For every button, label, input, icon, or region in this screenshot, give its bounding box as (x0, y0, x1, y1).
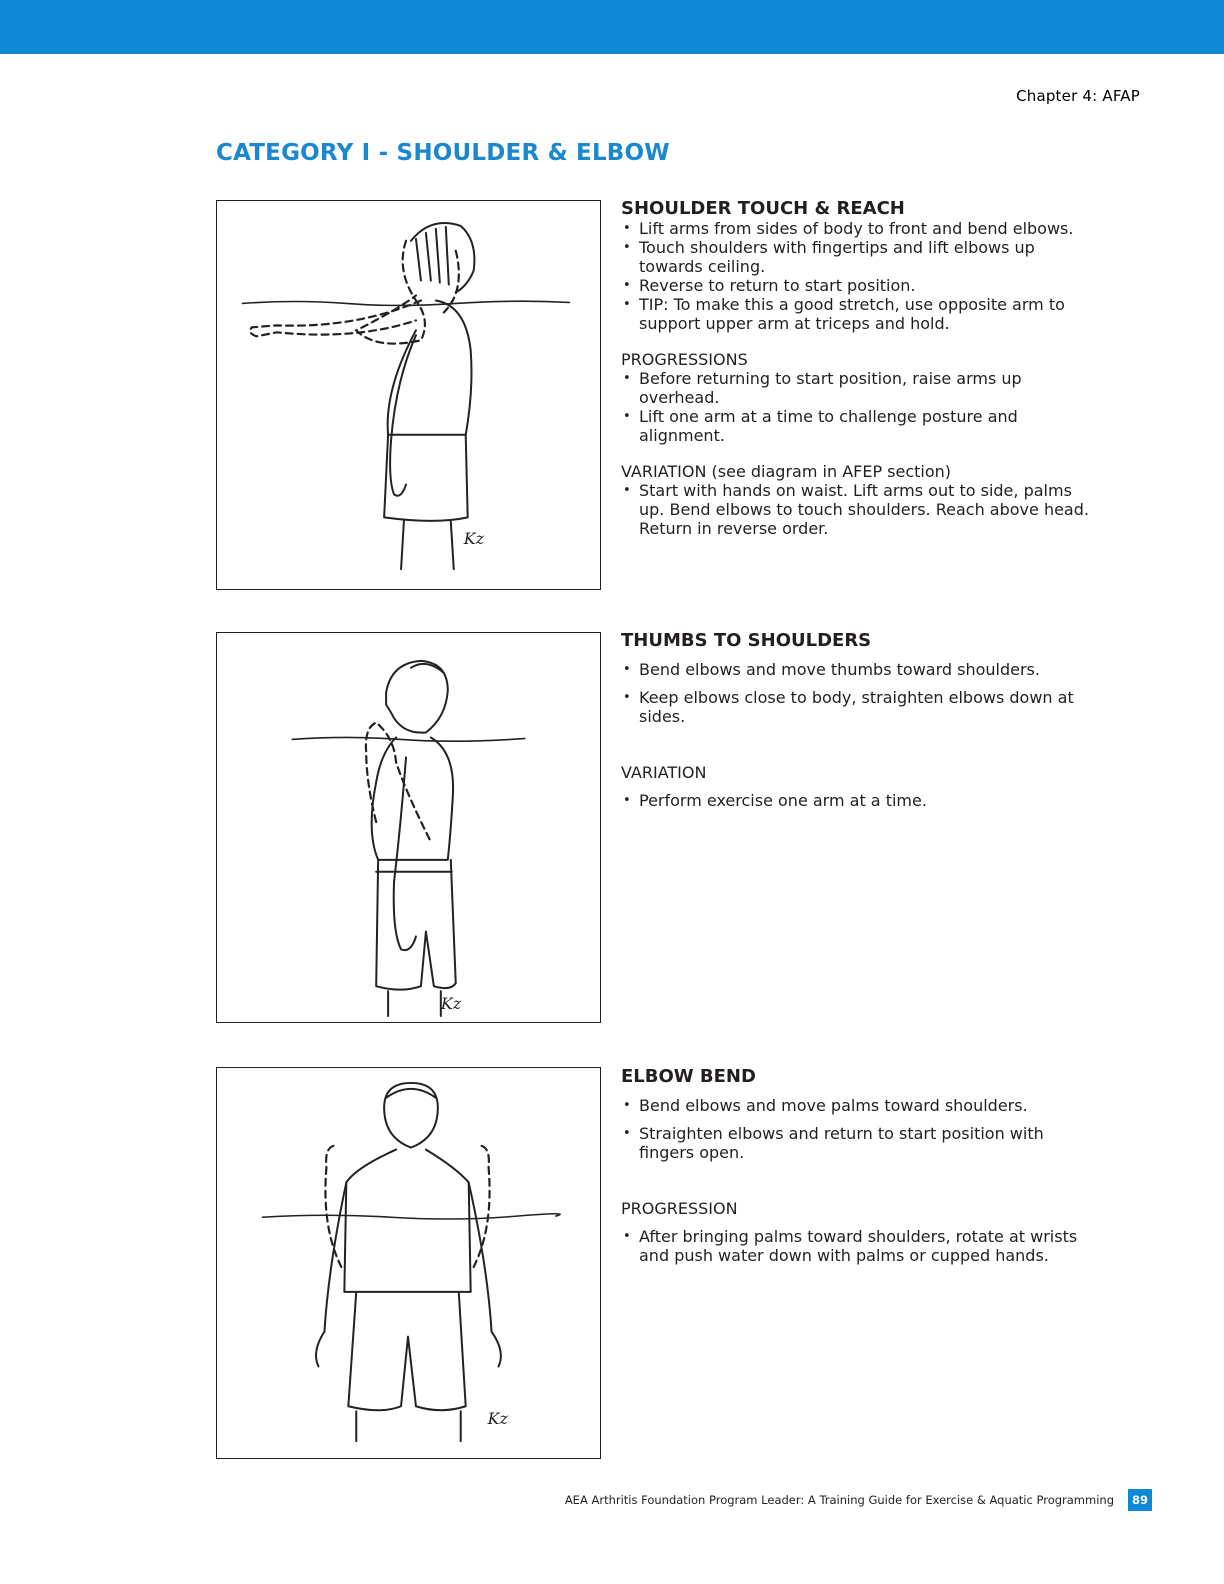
artist-signature: Kz (440, 994, 462, 1014)
chapter-label: Chapter 4: AFAP (1016, 87, 1140, 105)
exercise-title: ELBOW BEND (621, 1066, 756, 1087)
artist-signature: Kz (463, 529, 484, 549)
header-bar (0, 0, 1224, 54)
shoulder-touch-reach-figure (217, 201, 600, 589)
exercise-title: SHOULDER TOUCH & REACH (621, 198, 905, 219)
list-item: • Bend elbows and move palms toward shoulders. (621, 1096, 1101, 1115)
variation-label: VARIATION (see diagram in AFEP section) (621, 462, 952, 481)
thumbs-to-shoulders-illustration (216, 632, 601, 1023)
exercise-thumbs-to-shoulders (621, 630, 1101, 819)
list-item: • Bend elbows and move thumbs toward shoulders. (621, 660, 1101, 679)
list-item: • Lift arms from sides of body to front and bend elbows. (621, 219, 1101, 238)
list-item: • Perform exercise one arm at a time. (621, 791, 1101, 810)
footer-text: AEA Arthritis Foundation Program Leader: A Training Guide for Exercise & Aquatic Programming (564, 1493, 1114, 1507)
list-item: • Lift one arm at a time to challenge posture and alignment. (621, 407, 1101, 445)
exercise-steps (621, 219, 1101, 333)
exercise-steps (621, 660, 1101, 726)
elbow-bend-figure (217, 1068, 600, 1458)
artist-signature: Kz (487, 1409, 508, 1429)
list-item: • Straighten elbows and return to start position with fingers open. (621, 1124, 1101, 1162)
progression-list (621, 1227, 1101, 1265)
exercise-title: THUMBS TO SHOULDERS (621, 630, 872, 651)
exercise-steps (621, 1096, 1101, 1162)
list-item: • TIP: To make this a good stretch, use opposite arm to support upper arm at triceps and hold. (621, 295, 1101, 333)
list-item: • Before returning to start position, raise arms up overhead. (621, 369, 1101, 407)
variation-label: VARIATION (621, 763, 707, 782)
category-title: CATEGORY I - SHOULDER & ELBOW (216, 140, 670, 166)
page-number: 89 (1128, 1489, 1152, 1511)
progression-label: PROGRESSION (621, 1199, 738, 1218)
exercise-elbow-bend (621, 1066, 1101, 1274)
list-item: • Reverse to return to start position. (621, 276, 1101, 295)
list-item: • Start with hands on waist. Lift arms out to side, palms up. Bend elbows to touch shoulders. Reach above head. Return in reverse order. (621, 481, 1101, 538)
progression-list (621, 369, 1101, 445)
shoulder-touch-reach-illustration (216, 200, 601, 590)
list-item: • After bringing palms toward shoulders, rotate at wrists and push water down with palms or cupped hands. (621, 1227, 1101, 1265)
thumbs-to-shoulders-figure (217, 633, 600, 1022)
variation-list (621, 791, 1101, 810)
exercise-shoulder-touch-reach (621, 198, 1101, 538)
list-item: • Keep elbows close to body, straighten elbows down at sides. (621, 688, 1101, 726)
variation-list (621, 481, 1101, 538)
list-item: • Touch shoulders with fingertips and lift elbows up towards ceiling. (621, 238, 1101, 276)
elbow-bend-illustration (216, 1067, 601, 1459)
progressions-label: PROGRESSIONS (621, 350, 748, 369)
